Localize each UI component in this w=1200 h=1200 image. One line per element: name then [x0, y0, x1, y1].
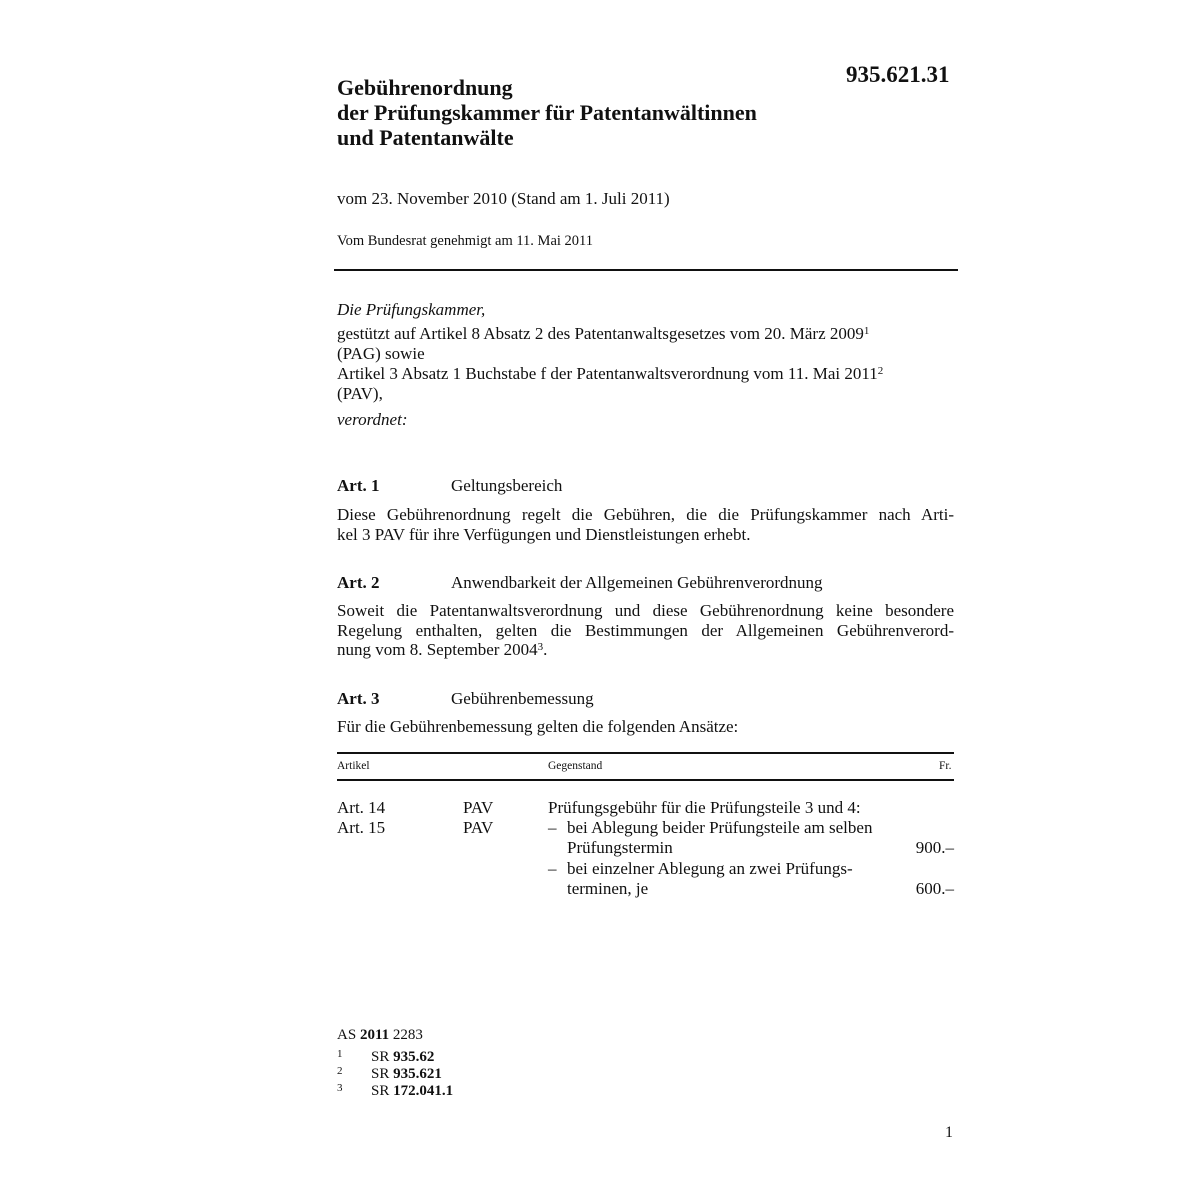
article-3-heading — [337, 689, 594, 709]
fee-item-text: Prüfungstermin — [567, 838, 673, 857]
fee-amount: 900.– — [915, 838, 954, 857]
footnote-ref[interactable]: 3 — [537, 641, 544, 653]
document-date: vom 23. November 2010 (Stand am 1. Juli 2011) — [337, 189, 670, 208]
fee-item-dash: – — [548, 859, 557, 878]
article-title: Anwendbarkeit der Allgemeinen Gebührenverordnung — [451, 573, 823, 592]
article-title: Geltungsbereich — [451, 476, 563, 495]
article-text-line: Für die Gebührenbemessung gelten die folgenden Ansätze: — [337, 717, 739, 736]
footnote-mark: 3 — [337, 1082, 343, 1094]
article-number: Art. 1 — [337, 476, 380, 495]
fee-item-dash: – — [548, 818, 557, 837]
table-header-rule — [337, 779, 954, 781]
footnote-ref[interactable]: 2 — [877, 365, 884, 377]
preamble-decree: verordnet: — [337, 410, 408, 429]
approval-note: Vom Bundesrat genehmigt am 11. Mai 2011 — [337, 233, 594, 249]
table-cell-article: Art. 14 — [337, 798, 386, 817]
page-number: 1 — [945, 1124, 953, 1141]
fee-item-text: terminen, je — [567, 879, 649, 898]
preamble-authority: Die Prüfungskammer, — [337, 300, 486, 319]
article-title: Gebührenbemessung — [451, 689, 594, 708]
official-collection-ref: AS 2011 2283 — [337, 1027, 423, 1043]
article-text-line: Soweit die Patentanwaltsverordnung und diese Gebührenordnung keine besondere — [337, 601, 954, 620]
header-divider — [334, 269, 958, 271]
column-header-gegenstand: Gegenstand — [548, 760, 603, 772]
table-cell-law: PAV — [463, 818, 494, 837]
article-text-line: kel 3 PAV für ihre Verfügungen und Dienstleistungen erhebt. — [337, 524, 751, 544]
article-2-heading — [337, 573, 823, 593]
footnote: 3 SR 172.041.1 — [337, 1082, 454, 1099]
column-header-fr: Fr. — [939, 760, 952, 772]
preamble-line — [337, 364, 883, 384]
column-header-artikel: Artikel — [337, 760, 370, 772]
preamble — [337, 300, 883, 430]
table-top-rule — [337, 752, 954, 754]
fee-amount: 600.– — [915, 879, 954, 898]
footnote: 2 SR 935.621 — [337, 1065, 442, 1082]
footnote-ref[interactable]: 1 — [863, 325, 870, 337]
article-number: Art. 3 — [337, 689, 380, 708]
title-line-1: Gebührenordnung — [337, 75, 513, 100]
preamble-line: (PAV), — [337, 384, 383, 403]
title-line-2: der Prüfungskammer für Patentanwältinnen — [337, 100, 757, 125]
title-line-3: und Patentanwälte — [337, 125, 514, 150]
footnote-sr-link[interactable]: 935.62 — [393, 1049, 435, 1065]
article-number: Art. 2 — [337, 573, 380, 592]
article-1-body — [337, 505, 954, 544]
preamble-line: (PAG) sowie — [337, 344, 425, 363]
table-cell-law: PAV — [463, 798, 494, 817]
sr-number: 935.621.31 — [846, 62, 950, 87]
footnote-mark: 2 — [337, 1065, 343, 1077]
fee-item-text: bei Ablegung beider Prüfungsteile am selben — [567, 818, 873, 837]
article-2-body — [337, 601, 954, 660]
preamble-text: Artikel 3 Absatz 1 Buchstabe f der Patentanwaltsverordnung vom 11. Mai 2011 — [337, 364, 878, 383]
footnote-sr-link[interactable]: 172.041.1 — [393, 1083, 454, 1099]
footnote-sr-link[interactable]: 935.621 — [393, 1066, 442, 1082]
article-text-line: Regelung enthalten, gelten die Bestimmungen der Allgemeinen Gebührenverord- — [337, 620, 954, 640]
footnote-mark: 1 — [337, 1048, 343, 1060]
preamble-text: gestützt auf Artikel 8 Absatz 2 des Patentanwaltsgesetzes vom 20. März 2009 — [337, 324, 864, 343]
preamble-line — [337, 324, 883, 344]
table-cell-article: Art. 15 — [337, 818, 386, 837]
footnote: 1 SR 935.62 — [337, 1048, 435, 1065]
article-text-line: Diese Gebührenordnung regelt die Gebühren, die die Prüfungskammer nach Arti- — [337, 505, 954, 524]
article-1-heading — [337, 476, 562, 496]
article-3-body — [337, 717, 954, 737]
fee-subject: Prüfungsgebühr für die Prüfungsteile 3 und 4: — [548, 798, 861, 817]
article-text-line: nung vom 8. September 2004$^3$. — [337, 640, 548, 659]
fee-item-text: bei einzelner Ablegung an zwei Prüfungs- — [567, 859, 853, 878]
document-title — [337, 75, 757, 150]
